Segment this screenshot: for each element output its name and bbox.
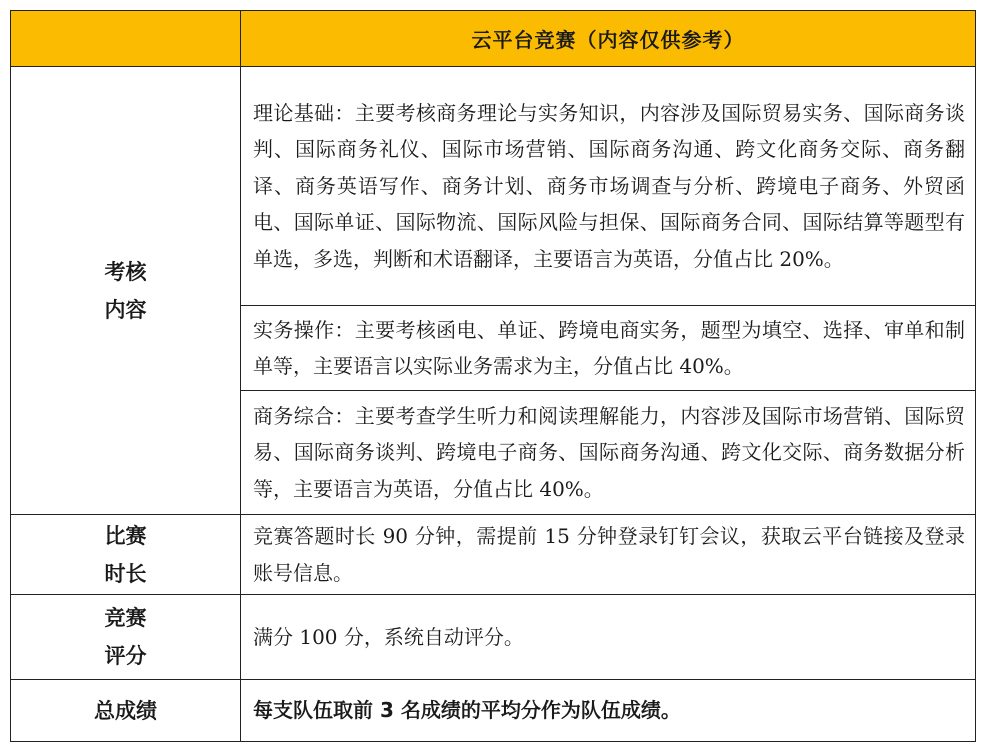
header-row xyxy=(11,11,976,67)
scoring-label-line1: 竞赛 xyxy=(104,606,147,630)
business-text: 商务综合：主要考查学生听力和阅读理解能力，内容涉及国际市场营销、国际贸易、国际商务谈判、跨境电子商务、国际商务沟通、跨文化交际、商务数据分析等，主要语言为英语，分值占比 40%。 xyxy=(241,391,976,515)
duration-label-line2: 时长 xyxy=(104,561,147,586)
theory-text: 理论基础：主要考核商务理论与实务知识，内容涉及国际贸易实务、国际商务谈判、国际商务礼仪、国际市场营销、国际商务沟通、跨文化商务交际、商务翻译、商务英语写作、商务计划、商务市场调查与分析、跨境电子商务、外贸函电、国际单证、国际物流、国际风险与担保、国际商务合同、国际结算等题型有单选，多选，判断和术语翻译，主要语言为英语，分值占比 20%。 xyxy=(241,67,976,306)
total-label: 总成绩 xyxy=(11,680,241,742)
total-text: 每支队伍取前 3 名成绩的平均分作为队伍成绩。 xyxy=(241,680,976,742)
total-row xyxy=(11,680,976,742)
scoring-label-line2: 评分 xyxy=(104,644,147,668)
header-empty-cell xyxy=(11,11,241,67)
scoring-label xyxy=(11,595,241,680)
header-title: 云平台竞赛（内容仅供参考） xyxy=(241,11,976,67)
content-label-line1: 考核 xyxy=(104,259,147,284)
scoring-text: 满分 100 分，系统自动评分。 xyxy=(241,595,976,680)
duration-text: 竞赛答题时长 90 分钟，需提前 15 分钟登录钉钉会议，获取云平台链接及登录账号信息。 xyxy=(241,515,976,595)
content-theory-row xyxy=(11,67,976,306)
competition-table xyxy=(10,10,976,742)
duration-row xyxy=(11,515,976,595)
duration-label-line1: 比赛 xyxy=(104,523,147,548)
content-label-line2: 内容 xyxy=(104,297,147,322)
content-label xyxy=(11,67,241,515)
scoring-row xyxy=(11,595,976,680)
practice-text: 实务操作：主要考核函电、单证、跨境电商实务，题型为填空、选择、审单和制单等，主要语言以实际业务需求为主，分值占比 40%。 xyxy=(241,306,976,391)
duration-label xyxy=(11,515,241,595)
